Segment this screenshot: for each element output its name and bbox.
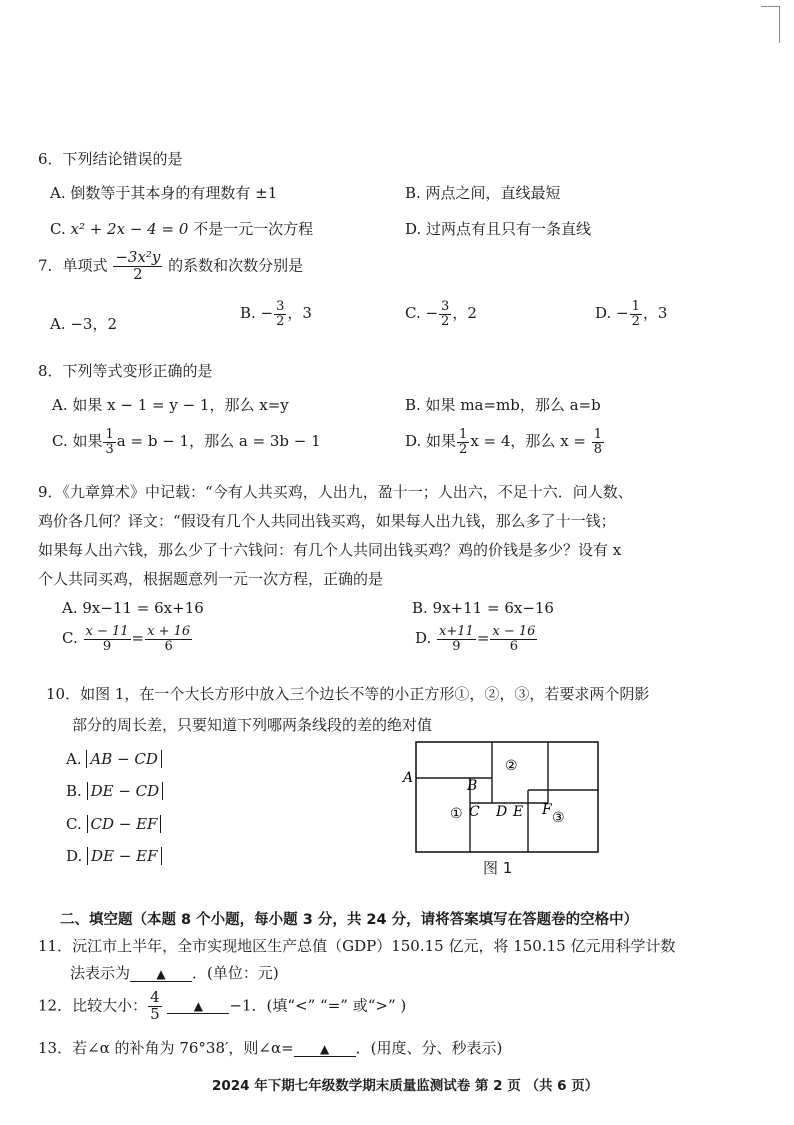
section-2-header: 二、填空题（本题 8 个小题，每小题 3 分，共 24 分，请将答案填写在答题卷的空格中） <box>60 912 639 928</box>
q8-option-d <box>405 428 605 456</box>
q10-line-1: 10．如图 1，在一个大长方形中放入三个边长不等的小正方形①，②，③，若要求两个阴影 <box>46 685 650 703</box>
q9-line-3: 如果每人出六钱，那么少了十六钱问：有几个人共同出钱买鸡？鸡的价钱是多少？设有 x <box>38 541 622 559</box>
q7-option-b-fraction <box>274 300 286 328</box>
q10-option-d-expr: DE − EF <box>87 847 161 865</box>
q7-option-d <box>595 300 667 328</box>
q13-line <box>38 1037 502 1058</box>
q11-line-2 <box>70 962 279 983</box>
q6-option-c-lead: C. <box>50 220 71 238</box>
q8-option-b: B. 如果 ma=mb，那么 a=b <box>405 396 601 414</box>
q8-option-d-fraction-2 <box>592 428 604 456</box>
q9-option-c-eq: = <box>131 629 145 648</box>
q8-option-c-lead: C. 如果 <box>52 432 103 451</box>
q13-answer-blank[interactable]: ▲ <box>294 1043 356 1057</box>
q7-option-b-den: 2 <box>276 313 285 329</box>
q9-option-d-num2: x − 16 <box>492 624 536 639</box>
q10-option-a-lead: A. <box>66 750 82 768</box>
q8-option-c-fraction <box>103 428 115 456</box>
q12-den: 5 <box>150 1004 160 1023</box>
q11-answer-blank[interactable]: ▲ <box>130 968 192 982</box>
q10-option-d-lead: D. <box>66 847 83 865</box>
q11-tail: ．(单位：元) <box>192 964 279 982</box>
q8-option-d-num: 1 <box>459 427 468 442</box>
q11-line-1: 11．沅江市上半年，全市实现地区生产总值（GDP）150.15 亿元，将 150.15 亿元用科学计数 <box>38 937 676 955</box>
q7-option-b-num: 3 <box>276 299 285 314</box>
q9-option-d-den2: 6 <box>509 638 519 654</box>
q7-option-b-tail: ，3 <box>287 304 312 323</box>
q10-option-c-lead: C. <box>66 815 82 833</box>
q9-line-4: 个人共同买鸡，根据题意列一元一次方程，正确的是 <box>38 570 384 588</box>
q8-option-d-mid: x = 4，那么 x = <box>470 432 586 451</box>
q9-line-1: 9．《九章算术》中记载：“今有人共买鸡，人出九，盈十一；人出六，不足十六．问人数、 <box>38 483 633 501</box>
q7-option-c-lead: C. − <box>405 304 439 323</box>
q6-option-d: D. 过两点有且只有一条直线 <box>405 220 592 238</box>
q10-line-2: 部分的周长差，只要知道下列哪两条线段的差的绝对值 <box>72 716 433 734</box>
q7-option-d-den: 2 <box>631 313 640 329</box>
q8-option-d-fraction <box>457 428 469 456</box>
q13-tail: ．(用度、分、秒表示) <box>355 1039 503 1057</box>
q9-option-b: B. 9x+11 = 6x−16 <box>412 599 554 617</box>
q10-option-d <box>66 847 162 865</box>
q9-option-c-num1: x − 11 <box>85 624 129 639</box>
q9-option-d-lead: D. <box>415 629 432 648</box>
q12-line <box>38 990 406 1023</box>
q10-option-a <box>66 750 162 768</box>
q12-fraction <box>148 990 162 1023</box>
q9-option-d-fraction-right <box>490 625 537 653</box>
q7-stem-lead: 7．单项式 <box>38 256 108 275</box>
q7-fraction-den: 2 <box>133 264 143 283</box>
q7-fraction-num: −3x²y <box>115 248 161 266</box>
q6-option-c-math: x² + 2x − 4 = 0 <box>70 220 189 238</box>
q9-option-c-lead: C. <box>62 629 78 648</box>
q8-stem: 8．下列等式变形正确的是 <box>38 362 213 380</box>
q9-option-a: A. 9x−11 = 6x+16 <box>62 599 204 617</box>
q10-option-c <box>66 815 161 833</box>
q8-option-d-lead: D. 如果 <box>405 432 457 451</box>
q8-option-d-den: 2 <box>459 441 468 457</box>
q9-option-c-fraction-right <box>145 625 192 653</box>
q8-option-d-num2: 1 <box>593 427 603 442</box>
circle-label-1: ① <box>450 806 463 822</box>
q6-option-c-text: 不是一元一次方程 <box>188 220 314 238</box>
q9-option-d-eq: = <box>476 629 490 648</box>
q10-option-b <box>66 782 163 800</box>
q7-option-d-lead: D. − <box>595 304 629 323</box>
q9-option-d-den1: 9 <box>452 638 461 654</box>
q7-monomial-fraction <box>113 250 162 283</box>
q9-option-d-num1: x+11 <box>439 624 474 639</box>
q9-option-c-den2: 6 <box>164 638 173 654</box>
q8-option-a: A. 如果 x − 1 = y − 1，那么 x=y <box>52 396 289 414</box>
q9-option-c-num2: x + 16 <box>147 624 191 639</box>
circle-label-3: ③ <box>552 810 565 826</box>
q12-num: 4 <box>150 988 160 1006</box>
q10-option-b-expr: DE − CD <box>87 782 164 800</box>
q10-option-c-expr: CD − EF <box>87 815 162 833</box>
q7-option-d-fraction <box>630 300 642 328</box>
label-d: D <box>496 804 508 820</box>
label-c: C <box>469 804 480 820</box>
q7-stem <box>38 250 303 283</box>
q12-tail: −1．(填“<” “=” 或“>” ) <box>229 996 407 1015</box>
q9-line-2: 鸡价各几何？译文：“假设有几个人共同出钱买鸡，如果每人出九钱，那么多了十一钱； <box>38 512 616 530</box>
q7-option-a: A. −3，2 <box>50 315 118 333</box>
q9-option-c-den1: 9 <box>102 638 112 654</box>
q6-option-a: A. 倒数等于其本身的有理数有 ±1 <box>50 184 278 202</box>
q12-lead: 12．比较大小： <box>38 996 148 1015</box>
q10-option-b-lead: B. <box>66 782 82 800</box>
q7-option-c-tail: ，2 <box>452 304 477 323</box>
q13-lead: 13．若∠α 的补角为 76°38′，则∠α= <box>38 1039 294 1057</box>
q8-option-c-den: 3 <box>105 441 114 457</box>
q9-option-c <box>62 625 193 653</box>
page-footer: 2024 年下期七年级数学期末质量监测试卷 第 2 页 （共 6 页） <box>212 1078 599 1094</box>
label-a: A <box>403 770 414 786</box>
q8-option-c-tail: a = b − 1，那么 a = 3b − 1 <box>116 432 321 451</box>
q9-option-d <box>415 625 538 653</box>
q7-option-c <box>405 300 477 328</box>
q7-option-c-num: 3 <box>441 299 450 314</box>
q9-option-d-fraction-left <box>437 625 476 653</box>
q6-option-b: B. 两点之间，直线最短 <box>405 184 561 202</box>
q9-option-c-fraction-left <box>84 625 131 653</box>
q8-option-c-num: 1 <box>105 427 114 442</box>
q12-answer-blank[interactable]: ▲ <box>167 1000 229 1014</box>
q7-option-c-den: 2 <box>441 313 450 329</box>
q7-option-d-num: 1 <box>631 299 640 314</box>
q7-option-b-lead: B. − <box>240 304 274 323</box>
q8-option-c <box>52 428 321 456</box>
q8-option-d-den2: 8 <box>593 441 603 457</box>
q7-option-c-fraction <box>439 300 451 328</box>
circle-label-2: ② <box>505 758 518 774</box>
figure-1-caption: 图 1 <box>483 859 513 877</box>
q10-option-a-expr: AB − CD <box>86 750 161 768</box>
q7-option-d-tail: ，3 <box>642 304 668 323</box>
q6-stem: 6．下列结论错误的是 <box>38 150 183 168</box>
q11-lead: 法表示为 <box>70 964 131 982</box>
scan-corner-mark <box>761 6 780 43</box>
q7-stem-tail: 的系数和次数分别是 <box>168 256 304 275</box>
q7-option-b <box>240 300 312 328</box>
label-f: F <box>542 802 552 818</box>
q6-option-c <box>50 218 313 239</box>
label-b: B <box>467 778 478 794</box>
label-e: E <box>513 804 524 820</box>
